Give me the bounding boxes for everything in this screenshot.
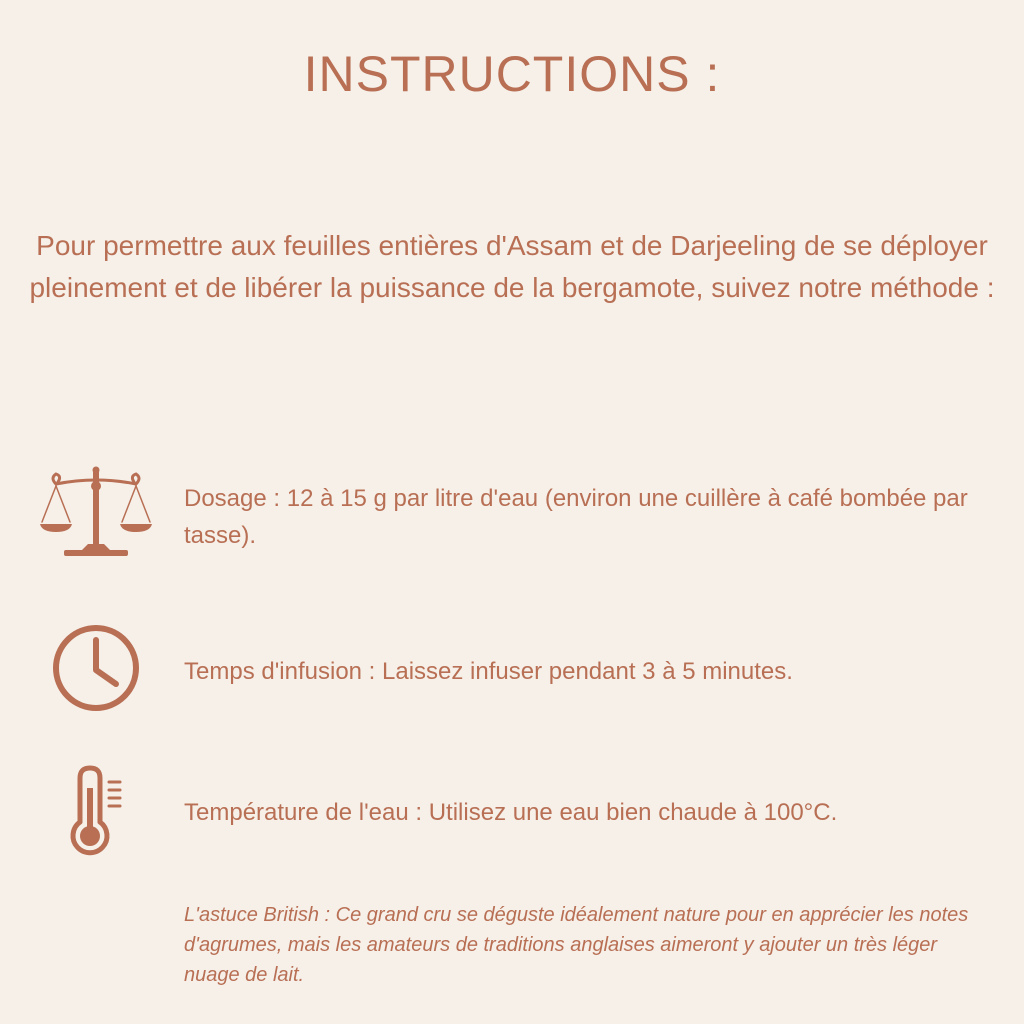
scale-icon <box>38 464 154 560</box>
instruction-water-temperature <box>0 762 1024 872</box>
water-temperature-text: Température de l'eau : Utilisez une eau bien chaude à 100°C. <box>184 799 838 826</box>
page-title: INSTRUCTIONS : <box>303 46 721 102</box>
instruction-dosage <box>0 462 1024 562</box>
thermometer-icon <box>68 764 124 860</box>
intro-paragraph: Pour permettre aux feuilles entières d'Assam et de Darjeeling de se déployer pleinement et de libérer la puissance de la bergamote, suivez notre méthode : <box>29 230 995 303</box>
british-tip: L'astuce British : Ce grand cru se déguste idéalement nature pour en apprécier les notes d'agrumes, mais les amateurs de traditions anglaises aimeront y ajouter un très léger nuage de lait. <box>184 904 969 986</box>
dosage-text: Dosage : 12 à 15 g par litre d'eau (environ une cuillère à café bombée par tasse). <box>184 485 968 549</box>
infusion-time-text: Temps d'infusion : Laissez infuser pendant 3 à 5 minutes. <box>184 658 793 685</box>
clock-icon <box>50 622 142 714</box>
instruction-infusion-time <box>0 620 1024 716</box>
